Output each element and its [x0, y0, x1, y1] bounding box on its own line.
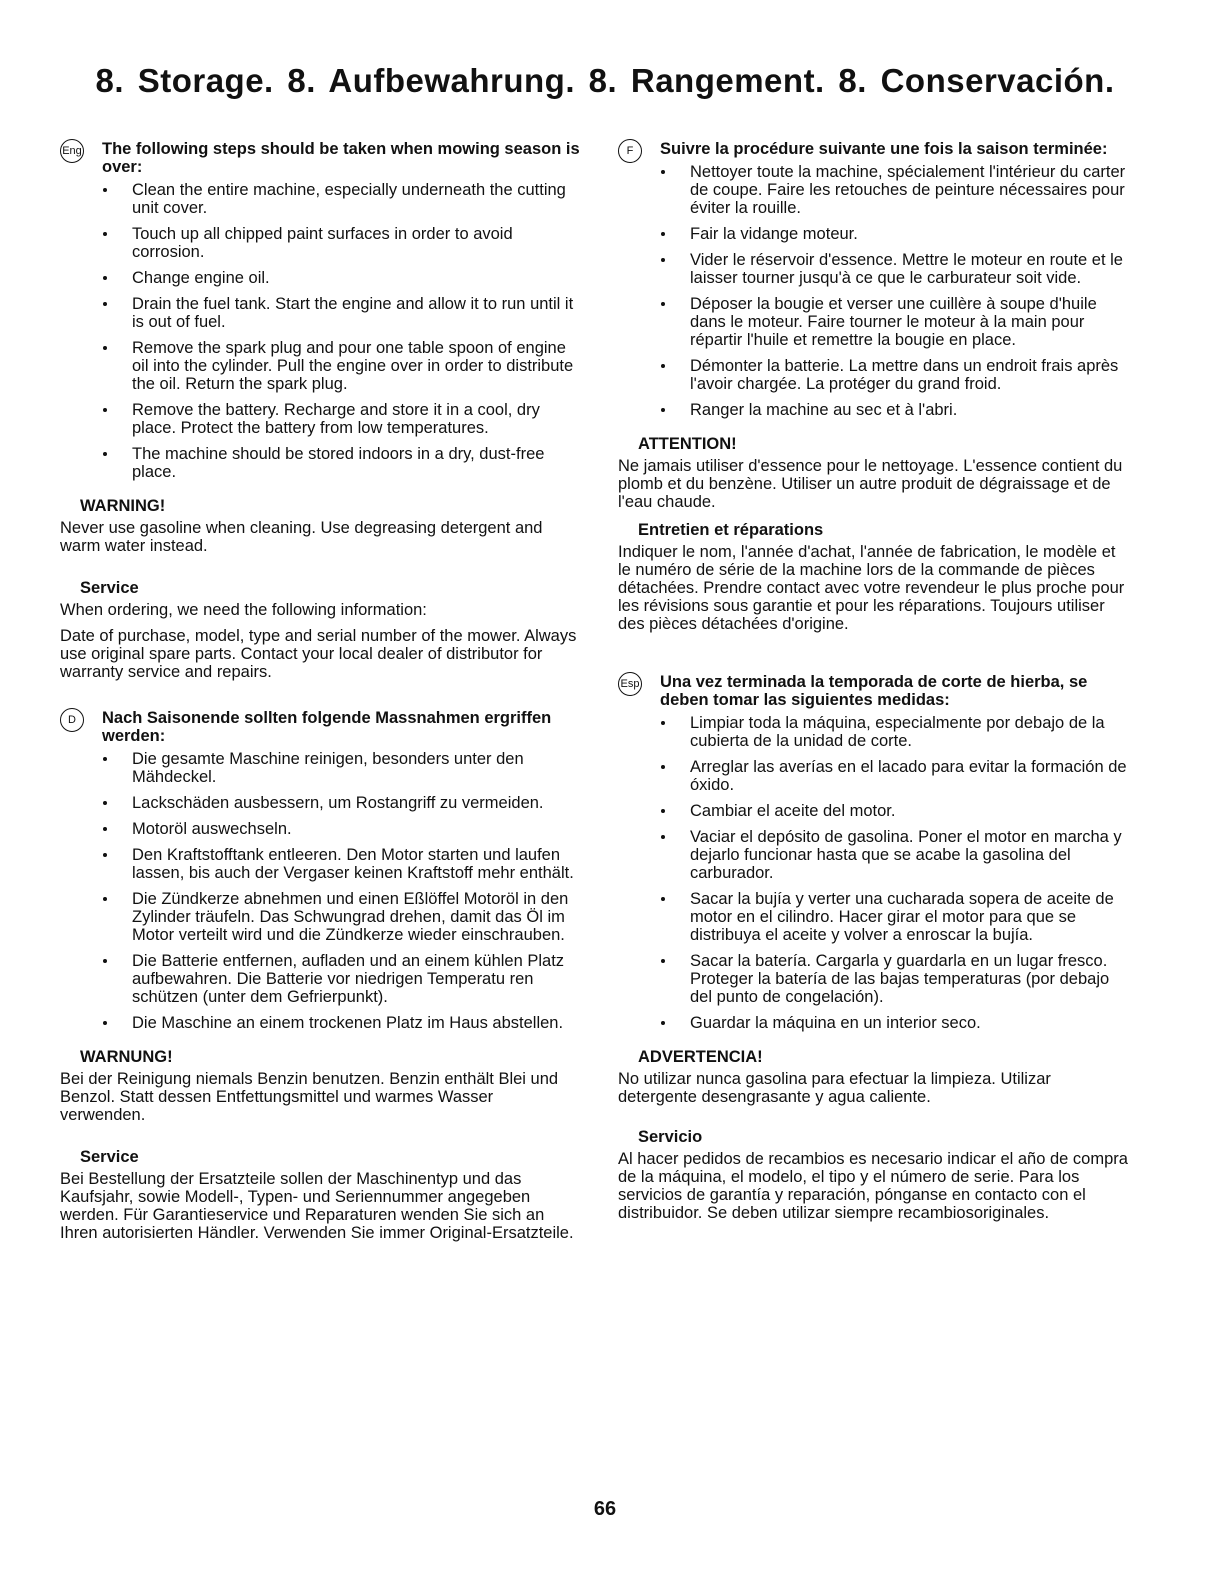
- french-warning-text: Ne jamais utiliser d'essence pour le nettoyage. L'essence contient du plomb et du benzène. Utiliser un autre produit de dégraissage et de l'eau chaude.: [618, 457, 1123, 511]
- spanish-language-badge-icon: Esp: [618, 672, 642, 696]
- german-service-title: Service: [80, 1148, 139, 1166]
- german-warning-title: WARNUNG!: [80, 1048, 173, 1066]
- list-item: The machine should be stored indoors in a dry, dust-free place.: [102, 445, 582, 481]
- german-heading: [60, 709, 582, 745]
- page-number: 66: [593, 1498, 617, 1520]
- list-item: Vaciar el depósito de gasolina. Poner el motor en marcha y dejarlo funcionar hasta que se acabe la gasolina del carburador.: [660, 828, 1131, 882]
- list-item: Touch up all chipped paint surfaces in order to avoid corrosion.: [102, 225, 582, 261]
- list-item: Arreglar las averías en el lacado para evitar la formación de óxido.: [660, 758, 1131, 794]
- list-item: Guardar la máquina en un interior seco.: [660, 1014, 1131, 1032]
- english-warning-title: WARNING!: [80, 497, 166, 515]
- list-item: Remove the battery. Recharge and store it in a cool, dry place. Protect the battery from low temperatures.: [102, 401, 582, 437]
- list-item: Sacar la batería. Cargarla y guardarla en un lugar fresco. Proteger la batería de las bajas temperaturas (por debajo del punto de congelación).: [660, 952, 1131, 1006]
- german-steps-list: [102, 750, 582, 1032]
- german-section: [60, 709, 582, 1242]
- list-item: Die Maschine an einem trockenen Platz im Haus abstellen.: [102, 1014, 582, 1032]
- french-language-badge-icon: F: [618, 139, 642, 163]
- english-service-title: Service: [80, 579, 139, 597]
- spanish-heading-text: Una vez terminada la temporada de corte de hierba, se deben tomar las siguientes medidas:: [660, 673, 1088, 709]
- french-service-text: Indiquer le nom, l'année d'achat, l'année de fabrication, le modèle et le numéro de série de la machine lors de la commande de pièces détachées. Prendre contact avec votre revendeur le plus proche pour les révisions sous garantie et pour les réparations. Toujours utiliser des pièces détachées d'origine.: [618, 543, 1125, 633]
- spanish-section: [618, 673, 1131, 1222]
- german-language-badge-icon: D: [60, 708, 84, 732]
- german-service-text: Bei Bestellung der Ersatzteile sollen der Maschinentyp und das Kaufsjahr, sowie Modell-, Typen- und Seriennummer angegeben werden. Für Garantieservice und Reparaturen wenden Sie sich an Ihren autorisierten Händler. Verwenden Sie immer Original-Ersatzteile.: [60, 1170, 574, 1242]
- english-heading: [60, 140, 582, 176]
- list-item: Sacar la bujía y verter una cucharada sopera de aceite de motor en el cilindro. Hacer girar el motor para que se distribuya el aceite y volver a enroscar la bujía.: [660, 890, 1131, 944]
- english-heading-text: The following steps should be taken when mowing season is over:: [102, 140, 580, 176]
- spanish-warning-title: ADVERTENCIA!: [638, 1048, 763, 1066]
- spanish-steps-list: [660, 714, 1131, 1032]
- french-service-title: Entretien et réparations: [638, 521, 824, 539]
- list-item: Lackschäden ausbessern, um Rostangriff zu vermeiden.: [102, 794, 582, 812]
- spanish-warning-text: No utilizar nunca gasolina para efectuar la limpieza. Utilizar detergente desengrasante y agua caliente.: [618, 1070, 1051, 1106]
- list-item: Den Kraftstofftank entleeren. Den Motor starten und laufen lassen, bis auch der Vergaser keinen Kraftstoff mehr enthält.: [102, 846, 582, 882]
- list-item: Limpiar toda la máquina, especialmente por debajo de la cubierta de la unidad de corte.: [660, 714, 1131, 750]
- list-item: Nettoyer toute la machine, spécialement l'intérieur du carter de coupe. Faire les retouches de peinture nécessaires pour éviter la rouille.: [660, 163, 1131, 217]
- english-language-badge-icon: Eng: [60, 139, 84, 163]
- german-heading-text: Nach Saisonende sollten folgende Massnahmen ergriffen werden:: [102, 709, 552, 745]
- left-column: [60, 140, 582, 1250]
- spanish-service-title: Servicio: [638, 1128, 703, 1146]
- list-item: Déposer la bougie et verser une cuillère à soupe d'huile dans le moteur. Faire tourner le moteur à la main pour répartir l'huile et remettre la bougie en place.: [660, 295, 1131, 349]
- page-title: 8. Storage. 8. Aufbewahrung. 8. Rangement. 8. Conservación.: [95, 62, 1115, 99]
- list-item: Die Batterie entfernen, aufladen und an einem kühlen Platz aufbewahren. Die Batterie vor niedrigen Temperatu ren schützen (unter dem Gefrierpunkt).: [102, 952, 582, 1006]
- english-service-intro: When ordering, we need the following information:: [60, 601, 427, 619]
- list-item: Die Zündkerze abnehmen und einen Eßlöffel Motoröl in den Zylinder träufeln. Das Schwungrad drehen, damit das Öl im Motor verteilt wird und die Zündkerze wieder einschrauben.: [102, 890, 582, 944]
- list-item: Die gesamte Maschine reinigen, besonders unter den Mähdeckel.: [102, 750, 582, 786]
- spanish-heading: [618, 673, 1131, 709]
- french-section: [618, 140, 1131, 633]
- right-column: [618, 140, 1131, 1230]
- english-steps-list: [102, 181, 582, 481]
- french-heading: [618, 140, 1131, 158]
- list-item: Cambiar el aceite del motor.: [660, 802, 1131, 820]
- german-warning-text: Bei der Reinigung niemals Benzin benutzen. Benzin enthält Blei und Benzol. Statt dessen Entfettungsmittel und warmes Wasser verwenden.: [60, 1070, 559, 1124]
- french-heading-text: Suivre la procédure suivante une fois la saison terminée:: [660, 140, 1108, 158]
- list-item: Motoröl auswechseln.: [102, 820, 582, 838]
- english-warning-text: Never use gasoline when cleaning. Use degreasing detergent and warm water instead.: [60, 519, 543, 555]
- english-service-text: Date of purchase, model, type and serial number of the mower. Always use original spare parts. Contact your local dealer of distributor for warranty service and repairs.: [60, 627, 577, 681]
- french-steps-list: [660, 163, 1131, 419]
- list-item: Démonter la batterie. La mettre dans un endroit frais après l'avoir chargée. La protéger du grand froid.: [660, 357, 1131, 393]
- english-section: [60, 140, 582, 681]
- list-item: Drain the fuel tank. Start the engine and allow it to run until it is out of fuel.: [102, 295, 582, 331]
- list-item: Change engine oil.: [102, 269, 582, 287]
- list-item: Ranger la machine au sec et à l'abri.: [660, 401, 1131, 419]
- spanish-service-text: Al hacer pedidos de recambios es necesario indicar el año de compra de la máquina, el modelo, el tipo y el número de serie. Para los servicios de garantía y reparación, pónganse en contacto con el distribuidor. Se deben utilizar siempre recambiosoriginales.: [618, 1150, 1128, 1222]
- french-warning-title: ATTENTION!: [638, 435, 737, 453]
- list-item: Remove the spark plug and pour one table spoon of engine oil into the cylinder. Pull the engine over in order to distribute the oil. Return the spark plug.: [102, 339, 582, 393]
- list-item: Fair la vidange moteur.: [660, 225, 1131, 243]
- list-item: Clean the entire machine, especially underneath the cutting unit cover.: [102, 181, 582, 217]
- list-item: Vider le réservoir d'essence. Mettre le moteur en route et le laisser tourner jusqu'à ce que le carburateur soit vide.: [660, 251, 1131, 287]
